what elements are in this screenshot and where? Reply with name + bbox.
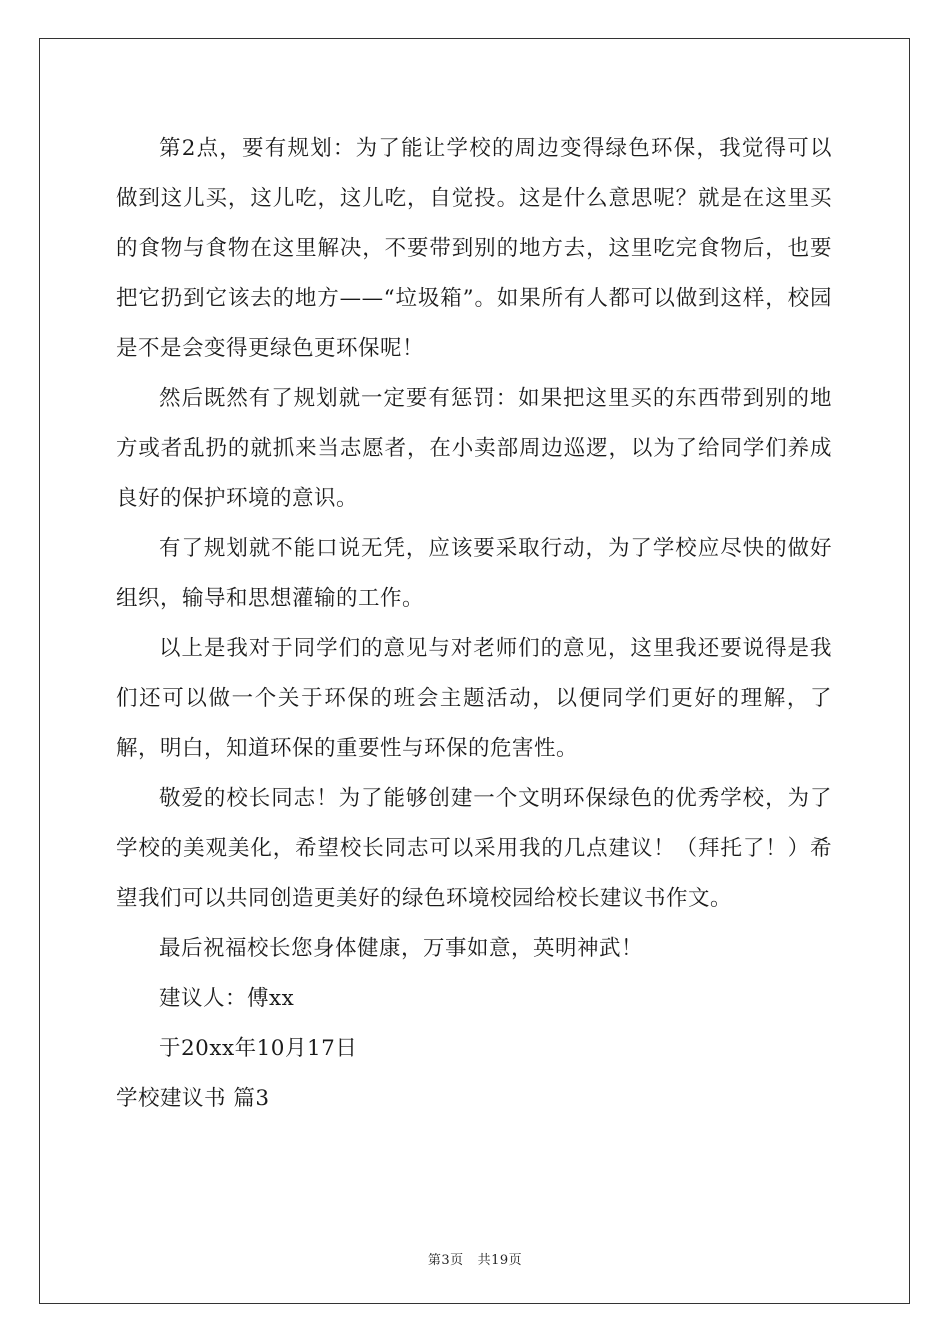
paragraph-plan: 第2点，要有规划：为了能让学校的周边变得绿色环保，我觉得可以做到这儿买，这儿吃，这儿吃，自觉投。这是什么意思呢？就是在这里买的食物与食物在这里解决，不要带到别的地方去，这里吃完食物后，也要把它扔到它该去的地方——“垃圾箱”。如果所有人都可以做到这样，校园是不是会变得更绿色更环保呢！ bbox=[116, 136, 832, 361]
paragraph-appeal: 敬爱的校长同志！为了能够创建一个文明环保绿色的优秀学校，为了学校的美观美化，希望校长同志可以采用我的几点建议！（拜托了！）希望我们可以共同创造更美好的绿色环境校园给校长建议书作文。 bbox=[116, 786, 832, 911]
page-footer bbox=[0, 1249, 950, 1268]
signature-author: 建议人：傅xx bbox=[159, 986, 295, 1011]
signature-date: 于20xx年10月17日 bbox=[159, 1036, 358, 1061]
paragraph-wishes: 最后祝福校长您身体健康，万事如意，英明神武！ bbox=[159, 936, 644, 961]
page-number: 第3页 bbox=[427, 1253, 464, 1268]
page-total: 共19页 bbox=[477, 1253, 523, 1268]
paragraph-action: 有了规划就不能口说无凭，应该要采取行动，为了学校应尽快的做好组织，输导和思想灌输的工作。 bbox=[116, 536, 832, 611]
paragraph-penalty: 然后既然有了规划就一定要有惩罚：如果把这里买的东西带到别的地方或者乱扔的就抓来当志愿者，在小卖部周边巡逻，以为了给同学们养成良好的保护环境的意识。 bbox=[116, 386, 832, 511]
paragraph-class-activity: 以上是我对于同学们的意见与对老师们的意见，这里我还要说得是我们还可以做一个关于环保的班会主题活动，以便同学们更好的理解，了解，明白，知道环保的重要性与环保的危害性。 bbox=[116, 636, 832, 761]
section-heading: 学校建议书 篇3 bbox=[116, 1086, 270, 1111]
document-body bbox=[116, 124, 832, 1124]
